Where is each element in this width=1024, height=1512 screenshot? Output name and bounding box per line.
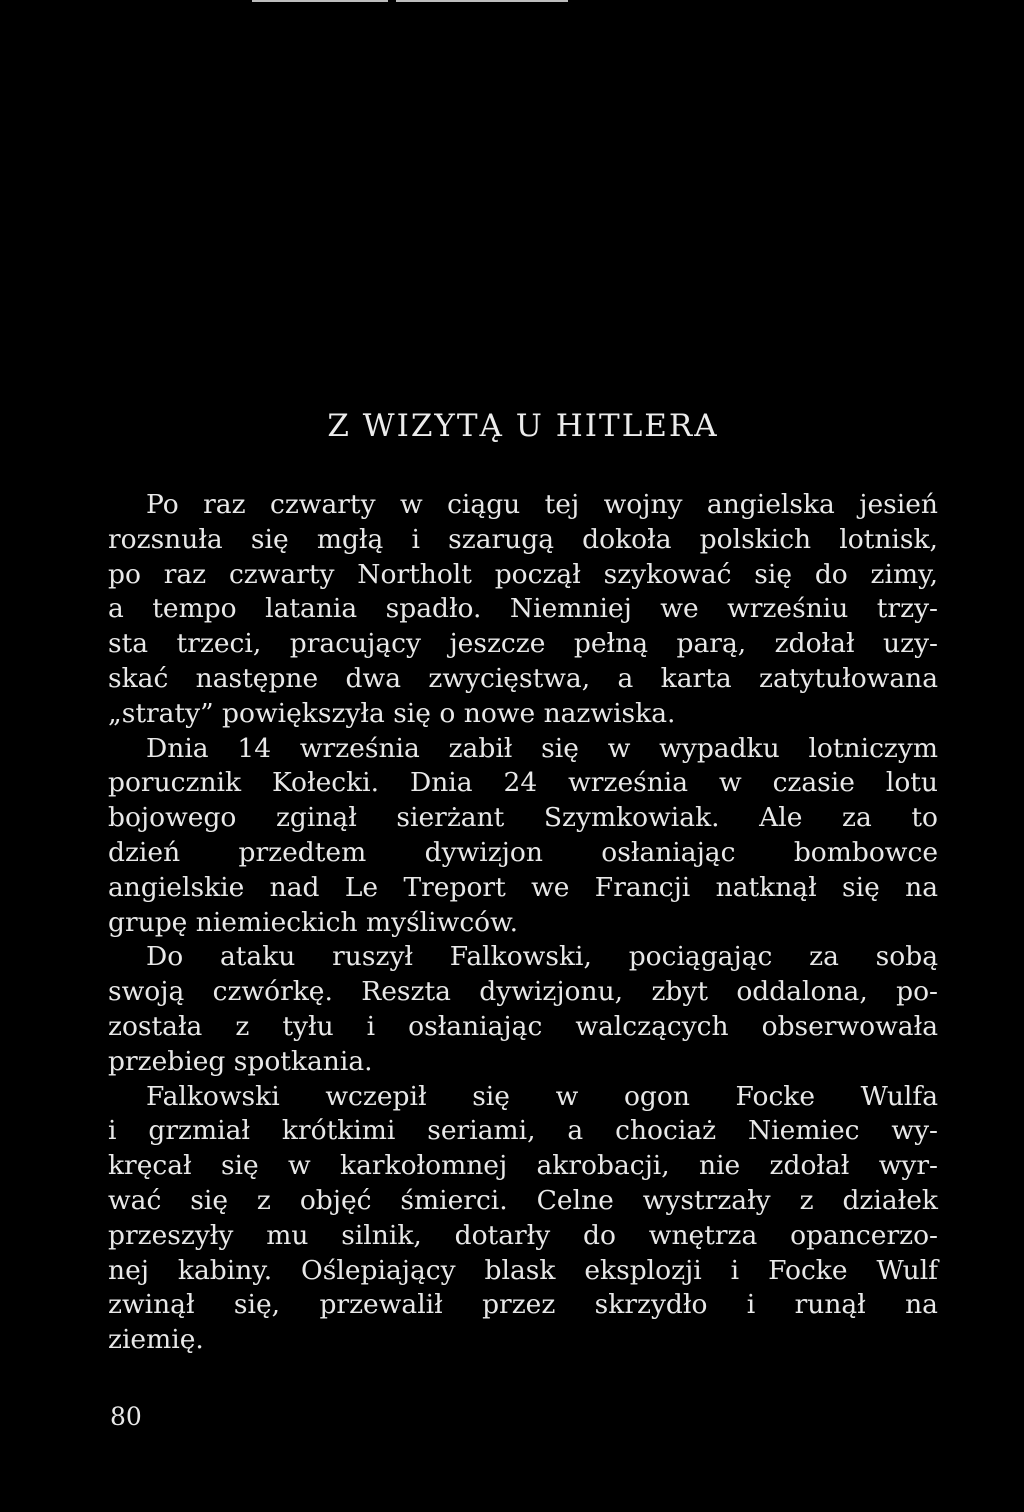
text-line: wać się z objęć śmierci. Celne wystrzały z działek	[108, 1184, 938, 1216]
text-line: i grzmiał krótkimi seriami, a chociaż Niemiec wy-	[108, 1115, 938, 1147]
text-line: Dnia 14 września zabił się w wypadku lotniczym	[146, 732, 938, 764]
text-line: nej kabiny. Oślepiający blask eksplozji i Focke Wulf	[108, 1254, 938, 1286]
chapter-title: Z WIZYTĄ U HITLERA	[327, 408, 719, 444]
text-line: została z tyłu i osłaniając walczących obserwowała	[108, 1010, 938, 1042]
text-line: Falkowski wczepił się w ogon Focke Wulfa	[146, 1080, 938, 1112]
text-line: przebieg spotkania.	[108, 1045, 373, 1077]
top-edge-rule-right	[396, 0, 568, 2]
text-line: „straty” powiększyła się o nowe nazwiska.	[108, 697, 676, 729]
text-line: angielskie nad Le Treport we Francji natknął się na	[108, 871, 938, 903]
paragraph-2	[108, 732, 938, 941]
text-line: kręcał się w karkołomnej akrobacji, nie zdołał wyr-	[108, 1150, 938, 1182]
text-line: porucznik Kołecki. Dnia 24 września w czasie lotu	[108, 767, 938, 799]
top-edge-rule-left	[252, 0, 388, 2]
text-line: ziemię.	[108, 1324, 204, 1356]
text-line: Do ataku ruszył Falkowski, pociągając za sobą	[146, 941, 938, 973]
text-line: grupę niemieckich myśliwców.	[108, 906, 519, 938]
text-line: bojowego zginął sierżant Szymkowiak. Ale za to	[108, 802, 938, 834]
text-line: swoją czwórkę. Reszta dywizjonu, zbyt oddalona, po-	[108, 976, 938, 1008]
paragraph-4	[108, 1080, 938, 1358]
text-line: dzień przedtem dywizjon osłaniając bombowce	[108, 836, 938, 868]
text-line: sta trzeci, pracujący jeszcze pełną parą, zdołał uzy-	[108, 628, 938, 660]
text-line: skać następne dwa zwycięstwa, a karta zatytułowana	[108, 662, 938, 694]
text-line: rozsnuła się mgłą i szarugą dokoła polskich lotnisk,	[108, 523, 938, 555]
text-line: po raz czwarty Northolt począł szykować się do zimy,	[108, 558, 938, 590]
page-number: 80	[110, 1402, 142, 1431]
text-line: zwinął się, przewalił przez skrzydło i runął na	[108, 1289, 938, 1321]
book-page	[108, 408, 938, 1358]
paragraph-3	[108, 940, 938, 1079]
text-line: a tempo latania spadło. Niemniej we wrześniu trzy-	[108, 593, 938, 625]
text-line: Po raz czwarty w ciągu tej wojny angielska jesień	[146, 489, 938, 520]
paragraph-1	[108, 488, 938, 732]
text-line: przeszyły mu silnik, dotarły do wnętrza opancerzo-	[108, 1219, 938, 1251]
